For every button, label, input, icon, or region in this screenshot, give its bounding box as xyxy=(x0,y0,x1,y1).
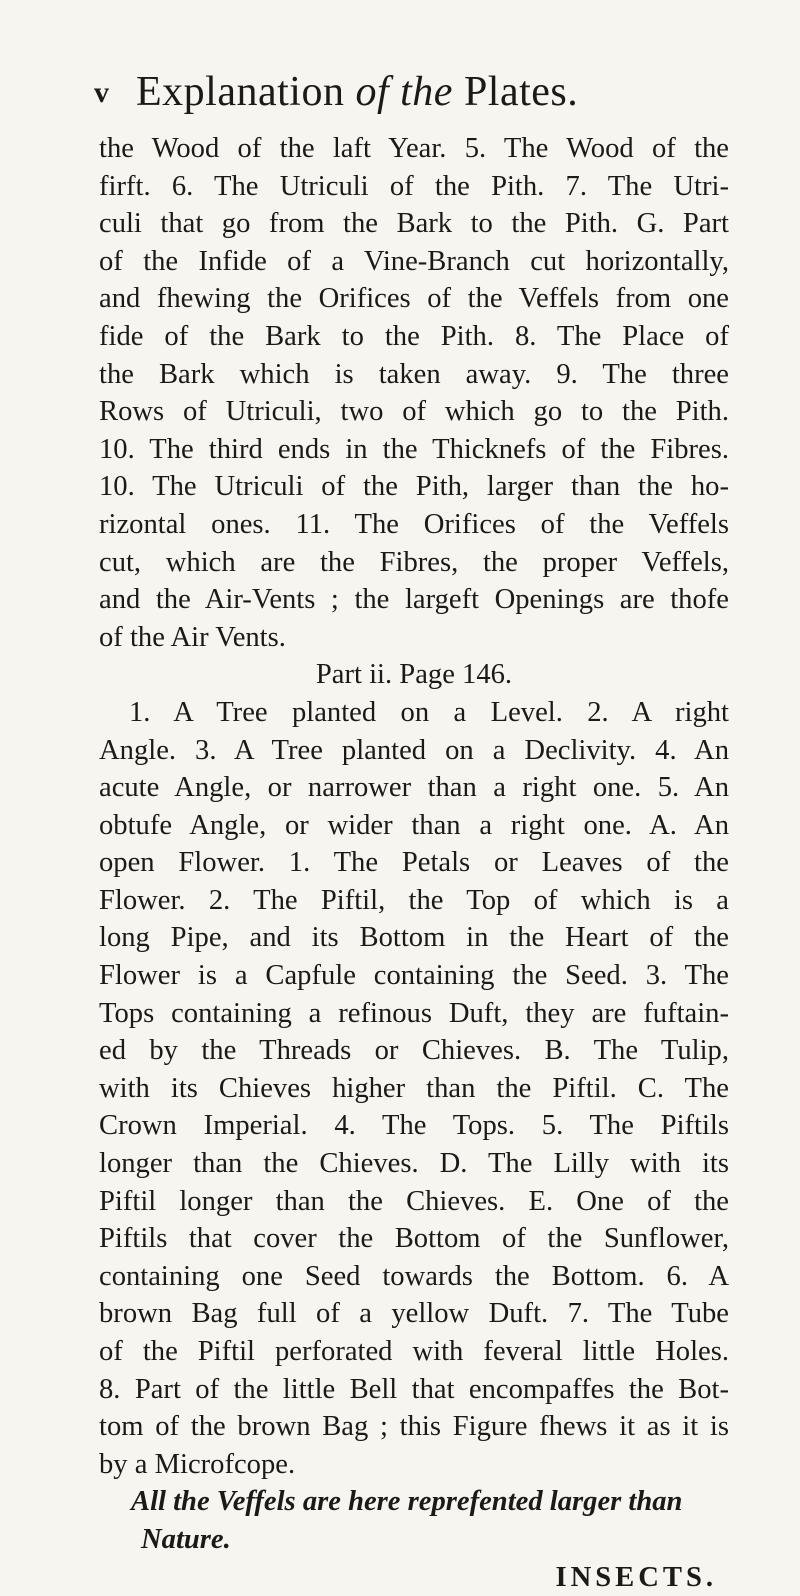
text-line: firft. 6. The Utriculi of the Pith. 7. The Utri- xyxy=(99,170,729,202)
text-line: open Flower. 1. The Petals or Leaves of the xyxy=(99,847,729,879)
page-header xyxy=(94,68,734,128)
text-line: rizontal ones. 11. The Orifices of the Veffels xyxy=(99,508,729,540)
text-line: 10. The Utriculi of the Pith, larger than the ho- xyxy=(99,471,729,503)
text-line: of the Infide of a Vine-Branch cut horizontally, xyxy=(99,245,729,277)
text-line: Angle. 3. A Tree planted on a Declivity. 4. An xyxy=(99,734,729,766)
text-line: by a Microfcope. xyxy=(99,1448,296,1480)
text-line: longer than the Chieves. D. The Lilly with its xyxy=(99,1148,729,1180)
text-line: with its Chieves higher than the Piftil. C. The xyxy=(99,1072,729,1104)
text-line: Rows of Utriculi, two of which go to the Pith. xyxy=(99,396,729,428)
text-line: Piftils that cover the Bottom of the Sunflower, xyxy=(99,1223,729,1255)
body-text xyxy=(99,130,729,1596)
text-line: fide of the Bark to the Pith. 8. The Place of xyxy=(99,320,729,352)
text-line: 8. Part of the little Bell that encompaffes the Bot- xyxy=(99,1373,729,1405)
italic-note-end: Nature. xyxy=(141,1523,231,1555)
text-line: tom of the brown Bag ; this Figure fhews it as it is xyxy=(99,1411,729,1443)
text-line: Tops containing a refinous Duft, they are fuftain- xyxy=(99,997,729,1029)
text-line: acute Angle, or narrower than a right one. 5. An xyxy=(99,772,729,804)
title-part1: Explanation xyxy=(136,69,356,115)
text-line: Piftil longer than the Chieves. E. One of the xyxy=(99,1185,729,1217)
text-line: 10. The third ends in the Thicknefs of the Fibres. xyxy=(99,433,729,465)
text-line: of the Piftil perforated with feveral little Holes. xyxy=(99,1336,729,1367)
text-line: the Wood of the laft Year. 5. The Wood of the xyxy=(99,133,729,164)
part-heading: Part ii. Page 146. xyxy=(315,659,513,691)
text-line: ed by the Threads or Chieves. B. The Tulip, xyxy=(99,1035,729,1067)
text-line: brown Bag full of a yellow Duft. 7. The Tube xyxy=(99,1298,729,1330)
text-line: Flower. 2. The Piftil, the Top of which is a xyxy=(99,884,729,916)
text-line: long Pipe, and its Bottom in the Heart of the xyxy=(99,922,729,954)
running-head xyxy=(136,68,578,116)
text-line: and the Air-Vents ; the largeft Openings are thofe xyxy=(99,584,729,616)
text-line: of the Air Vents. xyxy=(99,621,286,653)
italic-note: All the Veffels are here reprefented larger than xyxy=(131,1486,683,1518)
text-line: cut, which are the Fibres, the proper Veffels, xyxy=(99,546,729,578)
title-the: the xyxy=(389,69,453,115)
text-line: Flower is a Capfule containing the Seed. 3. The xyxy=(99,960,729,992)
title-of: of xyxy=(355,69,390,115)
text-line: culi that go from the Bark to the Pith. G. Part xyxy=(99,208,729,240)
text-line: obtufe Angle, or wider than a right one. A. An xyxy=(99,809,729,841)
text-line: the Bark which is taken away. 9. The three xyxy=(99,358,729,390)
text-line: 1. A Tree planted on a Level. 2. A right xyxy=(129,696,729,728)
text-line: and fhewing the Orifices of the Veffels from one xyxy=(99,283,729,315)
text-line: containing one Seed towards the Bottom. 6. A xyxy=(99,1260,729,1292)
catchword: INSECTS. xyxy=(555,1561,717,1593)
text-line: Crown Imperial. 4. The Tops. 5. The Piftils xyxy=(99,1110,729,1142)
page-number: v xyxy=(94,76,109,109)
title-part2: Plates. xyxy=(452,69,579,115)
